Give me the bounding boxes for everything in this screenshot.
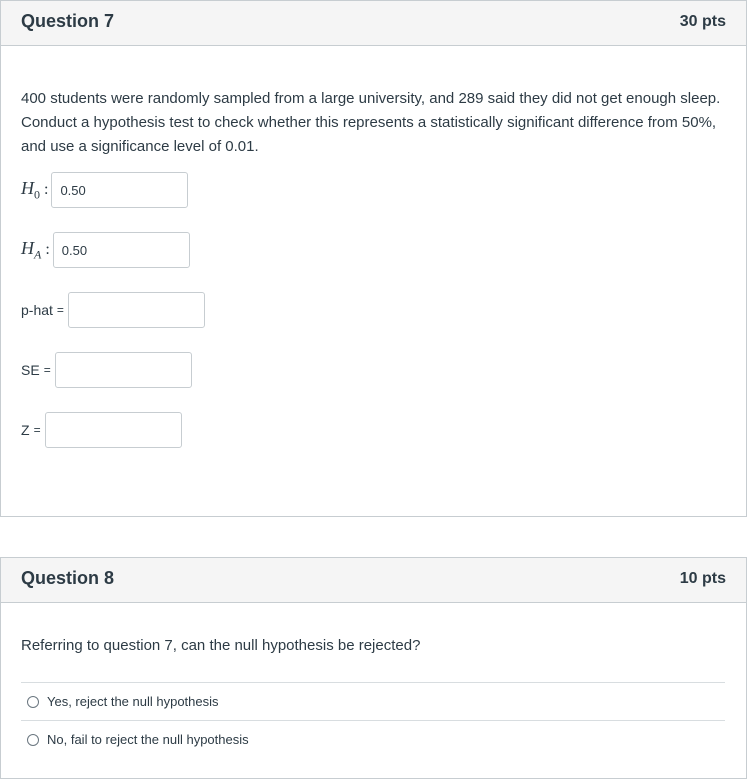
phat-row [21, 291, 205, 329]
answer-label: No, fail to reject the null hypothesis [47, 732, 249, 747]
answer-option-yes[interactable] [21, 682, 725, 720]
se-row [21, 351, 192, 389]
z-label: Z [21, 422, 30, 438]
radio-button-icon[interactable] [27, 734, 39, 746]
question-7-title: Question 7 [21, 11, 115, 31]
phat-input[interactable] [68, 292, 205, 328]
h0-colon: : [44, 181, 49, 198]
ha-label: $H_A$ [21, 237, 42, 262]
question-8-header [1, 558, 746, 603]
radio-button-icon[interactable] [27, 696, 39, 708]
phat-label: p-hat [21, 302, 53, 318]
se-equals: = [43, 363, 51, 377]
ha-input[interactable] [53, 232, 190, 268]
se-label: SE [21, 362, 40, 378]
z-input[interactable] [45, 412, 182, 448]
answer-option-no[interactable] [21, 720, 725, 758]
z-equals: = [33, 423, 41, 437]
question-7-points: 30 pts [679, 13, 726, 30]
h0-row [21, 171, 188, 209]
question-8-points: 10 pts [679, 570, 726, 587]
answer-list [21, 682, 725, 758]
ha-row [21, 231, 190, 269]
answer-label: Yes, reject the null hypothesis [47, 694, 219, 709]
h0-label: $H_0$ [21, 177, 40, 202]
question-7-header [1, 1, 746, 46]
ha-colon: : [45, 241, 50, 258]
question-8-text: Referring to question 7, can the null hypothesis be rejected? [21, 637, 421, 654]
question-7-text: 400 students were randomly sampled from a large university, and 289 said they did not get enough sleep. Conduct a hypothesis test to check whether this represents a statistically significant difference from 50%, and use a significance level of 0.01. [21, 90, 721, 155]
h0-input[interactable] [51, 172, 188, 208]
phat-equals: = [56, 303, 64, 317]
question-8-title: Question 8 [21, 568, 115, 588]
z-row [21, 411, 182, 449]
question-8-card [0, 557, 747, 779]
se-input[interactable] [55, 352, 192, 388]
